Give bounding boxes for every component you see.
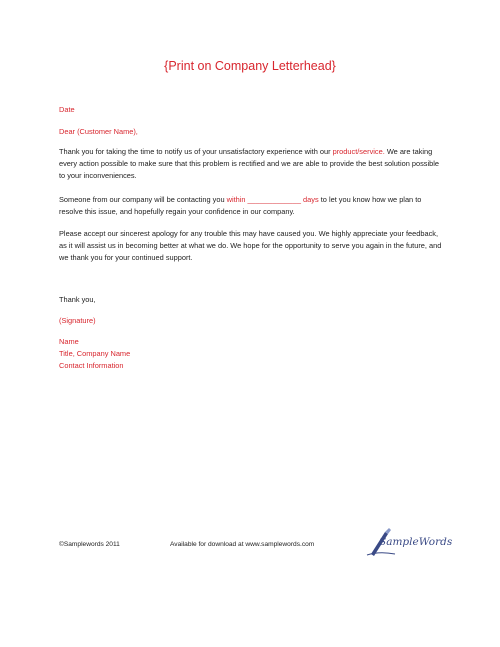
days-placeholder: within _____________ days: [226, 195, 319, 204]
closing: Thank you,: [59, 295, 96, 304]
footer-download-text: Available for download at www.samplewords.com: [170, 541, 315, 548]
sender-contact: Contact Information: [59, 361, 124, 370]
sender-title-company: Title, Company Name: [59, 349, 131, 358]
paragraph-1-text: Thank you for taking the time to notify us of your unsatisfactory experience with our: [59, 147, 333, 156]
signature-placeholder: (Signature): [59, 316, 96, 325]
salutation: Dear (Customer Name),: [59, 127, 138, 136]
samplewords-logo: [365, 524, 455, 558]
footer-copyright: ©Samplewords 2011: [59, 541, 120, 548]
paragraph-2-text-cont: to let you know how we plan to resolve this issue, and hopefully regain your confidence in our company.: [59, 195, 422, 216]
sender-name: Name: [59, 337, 79, 346]
paragraph-2: [59, 194, 443, 218]
logo-wordmark: SampleWords: [379, 536, 453, 548]
date-label: Date: [59, 105, 75, 114]
paragraph-3: Please accept our sincerest apology for any trouble this may have caused you. We highly appreciate your feedback, as it will assist us in becoming better at what we do. We hope for the opportunity to serve you again in the future, and we thank you for your continued support.: [59, 229, 442, 262]
paragraph-1: [59, 146, 443, 182]
paragraph-1-text-cont: We are taking every action possible to make sure that this problem is rectified and we are able to provide the best solution possible to your inconveniences.: [59, 147, 440, 180]
product-service-placeholder: product/service.: [332, 147, 385, 156]
paragraph-2-text: Someone from our company will be contacting you: [59, 195, 227, 204]
letterhead-placeholder: {Print on Company Letterhead}: [164, 59, 336, 73]
